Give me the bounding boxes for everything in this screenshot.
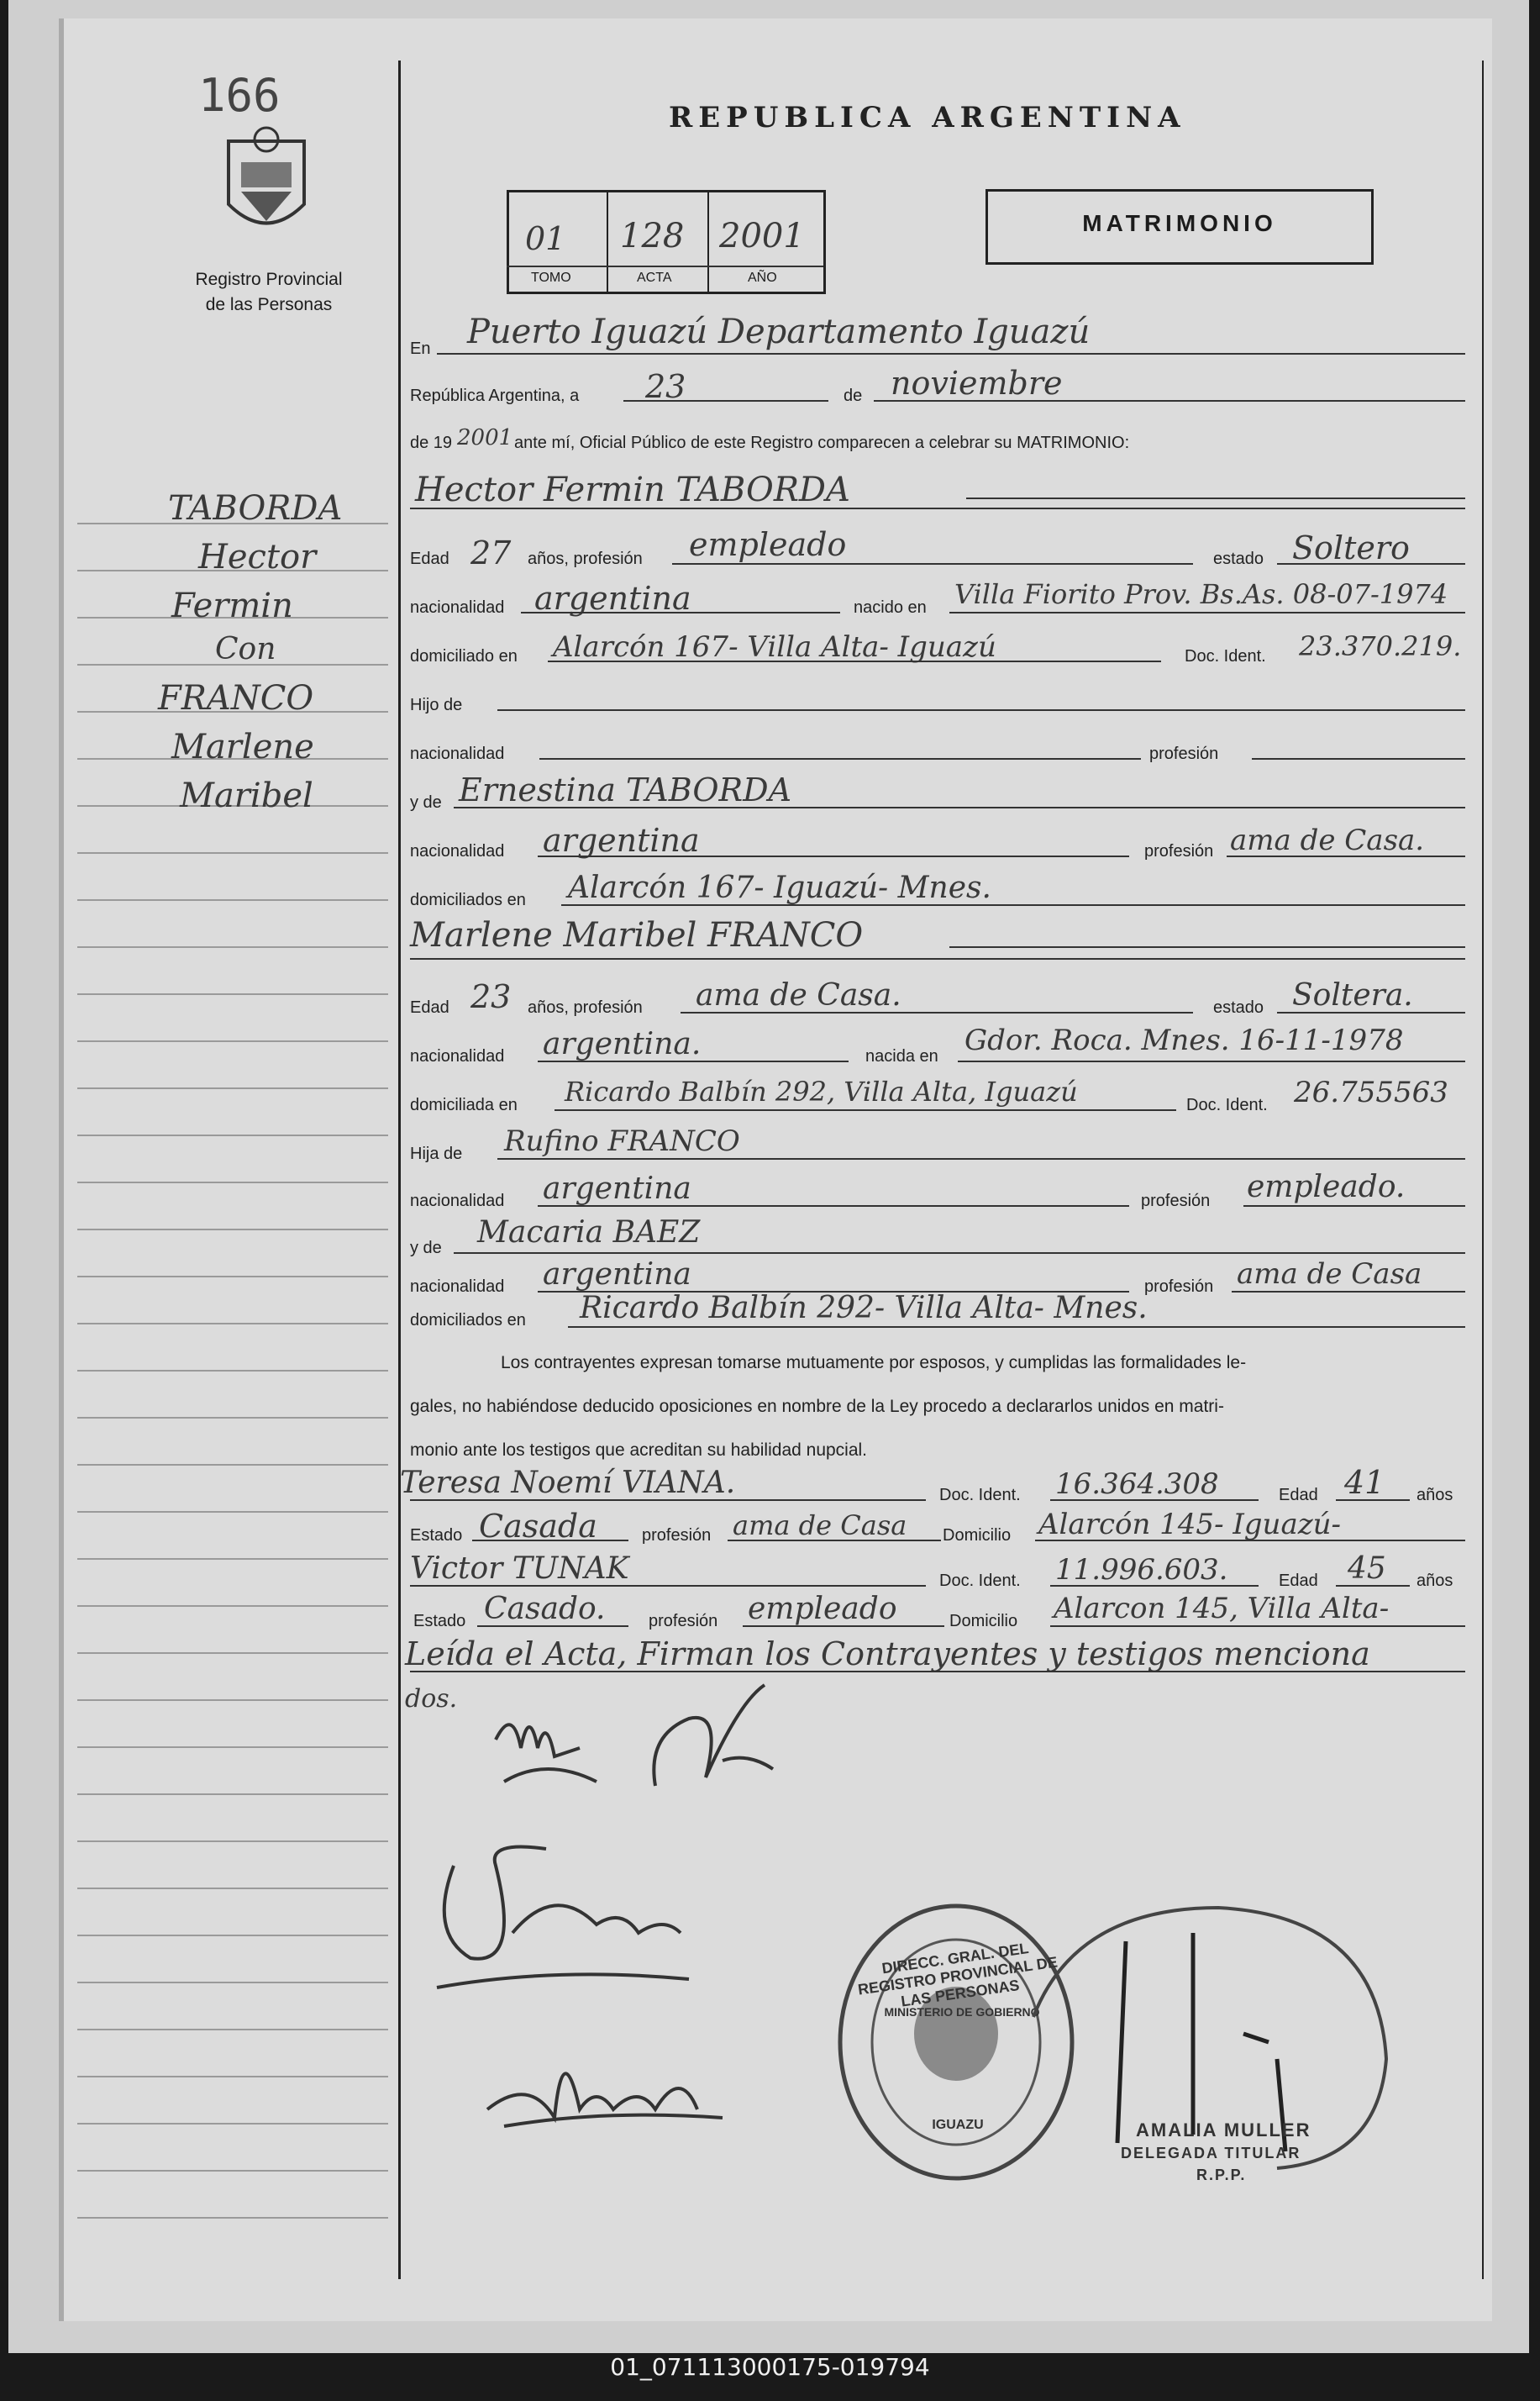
bride-mother-nationality: argentina (543, 1257, 691, 1292)
groom-nacido-label: nacido en (854, 598, 927, 617)
margin-rule-line (77, 2170, 388, 2172)
bride-doc: 26.755563 (1294, 1076, 1448, 1109)
margin-line-4: Con (215, 632, 276, 666)
groom-name: Hector Fermin TABORDA (415, 471, 850, 509)
witness1-address: Alarcón 145- Iguazú- (1038, 1508, 1342, 1541)
margin-divider (398, 61, 401, 2279)
page-number: 166 (198, 69, 281, 122)
margin-rule-line (77, 1699, 388, 1701)
declaration-line-2: gales, no habiéndose deducido oposiciones en nombre de la Ley procedo a declararlos unidos en matri- (410, 1397, 1224, 1416)
bride-mother: Macaria BAEZ (477, 1215, 701, 1250)
witness1-profession: ama de Casa (733, 1509, 907, 1541)
de-label: de (844, 387, 863, 405)
witness2-doc: 11.996.603. (1055, 1553, 1228, 1587)
margin-rule-line (77, 1652, 388, 1654)
margin-rule-line (77, 1087, 388, 1089)
bride-mother-nat-label: nacionalidad (410, 1277, 505, 1296)
groom-anos-profesion-label: años, profesión (528, 550, 643, 568)
republica-label: República Argentina, a (410, 387, 580, 405)
bride-father-nat-label: nacionalidad (410, 1192, 505, 1210)
witness1-anos-label: años (1416, 1486, 1453, 1504)
bride-father-nationality: argentina (543, 1172, 691, 1206)
witness2-profesion-label: profesión (649, 1612, 718, 1630)
witness2-domicilio-label: Domicilio (949, 1612, 1018, 1630)
groom-parents-address: Alarcón 167- Iguazú- Mnes. (568, 871, 991, 905)
closing-line-1: Leída el Acta, Firman los Contrayentes y testigos menciona (405, 1635, 1370, 1672)
groom-edad-label: Edad (410, 550, 449, 568)
margin-rule-line (77, 1040, 388, 1042)
margin-rule-line (77, 1982, 388, 1983)
margin-rule-line (77, 1323, 388, 1324)
bride-doc-label: Doc. Ident. (1186, 1096, 1268, 1114)
margin-rule-line (77, 1511, 388, 1513)
en-label: En (410, 340, 431, 358)
margin-rule-line (77, 2076, 388, 2077)
groom-address: Alarcón 167- Villa Alta- Iguazú (553, 630, 996, 664)
margin-rule-line (77, 1182, 388, 1183)
margin-line-6: Marlene (171, 728, 314, 766)
bride-yde-label: y de (410, 1239, 442, 1257)
place-value: Puerto Iguazú Departamento Iguazú (467, 313, 1091, 351)
acta-value: 128 (620, 217, 685, 255)
bride-parents-address: Ricardo Balbín 292- Villa Alta- Mnes. (580, 1291, 1148, 1325)
bride-estado: Soltera. (1292, 978, 1413, 1013)
margin-rule-line (77, 1840, 388, 1842)
month-value: noviembre (891, 365, 1063, 402)
groom-father-nat-label: nacionalidad (410, 745, 505, 763)
witness1-estado-label: Estado (410, 1526, 463, 1545)
margin-rule-line (77, 1746, 388, 1748)
witness2-edad-label: Edad (1279, 1572, 1318, 1590)
witness2-name: Victor TUNAK (410, 1551, 629, 1586)
bride-mother-profession: ama de Casa (1237, 1257, 1422, 1291)
bride-address: Ricardo Balbín 292, Villa Alta, Iguazú (565, 1076, 1078, 1108)
bride-born: Gdor. Roca. Mnes. 16-11-1978 (964, 1024, 1404, 1057)
intro-text: ante mí, Oficial Público de este Registro comparecen a celebrar su MATRIMONIO: (514, 434, 1130, 452)
margin-rule-line (77, 1935, 388, 1936)
groom-doc-label: Doc. Ident. (1185, 647, 1266, 666)
witness1-doc: 16.364.308 (1055, 1467, 1219, 1501)
bride-father-profession: empleado. (1247, 1170, 1406, 1204)
groom-doc: 23.370.219. (1299, 630, 1462, 662)
margin-rule-line (77, 1605, 388, 1607)
delegate-name: AMALIA MULLER (1136, 2119, 1311, 2140)
witness2-doc-label: Doc. Ident. (939, 1572, 1021, 1590)
margin-line-3: Fermin (171, 587, 293, 625)
witness1-age: 41 (1344, 1464, 1385, 1501)
closing-line-2: dos. (405, 1684, 458, 1714)
margin-rule-line (77, 1276, 388, 1277)
margin-surname-1: TABORDA (168, 489, 343, 528)
year-prefix: de 19 (410, 434, 453, 452)
bride-nacida-label: nacida en (865, 1047, 938, 1066)
witness1-signature (420, 1832, 706, 2000)
margin-rule-line (77, 1888, 388, 1889)
bride-estado-label: estado (1213, 998, 1264, 1017)
witness1-edad-label: Edad (1279, 1486, 1318, 1504)
bride-name: Marlene Maribel FRANCO (410, 916, 864, 955)
margin-rule-line (77, 1793, 388, 1795)
margin-rule-line (77, 993, 388, 995)
witness2-estado: Casado. (484, 1592, 606, 1626)
margin-line-2: Hector (198, 538, 317, 577)
margin-rule-line (77, 2123, 388, 2125)
declaration-line-1: Los contrayentes expresan tomarse mutuamente por esposos, y cumplidas las formalidades le- (501, 1353, 1247, 1372)
bride-nacionalidad-label: nacionalidad (410, 1047, 505, 1066)
groom-age: 27 (470, 534, 512, 571)
bride-anos-profesion-label: años, profesión (528, 998, 643, 1017)
groom-estado-label: estado (1213, 550, 1264, 568)
bride-age: 23 (470, 978, 512, 1015)
witness1-name: Teresa Noemí VIANA. (400, 1466, 736, 1500)
witness2-address: Alarcon 145, Villa Alta- (1054, 1592, 1390, 1625)
groom-born: Villa Fiorito Prov. Bs.As. 08-07-1974 (954, 578, 1448, 610)
groom-yde-label: y de (410, 793, 442, 812)
witness1-estado: Casada (479, 1508, 597, 1545)
bride-nationality: argentina. (543, 1027, 702, 1061)
delegate-title: DELEGADA TITULAR (1121, 2145, 1301, 2161)
ano-label: AÑO (748, 271, 777, 285)
tomo-value: 01 (525, 220, 566, 257)
margin-rule-line (77, 1464, 388, 1466)
groom-nationality: argentina (534, 580, 691, 617)
groom-hijo-label: Hijo de (410, 696, 463, 714)
groom-parents-dom-label: domiciliados en (410, 891, 526, 909)
margin-line-7: Maribel (180, 777, 313, 815)
bride-edad-label: Edad (410, 998, 449, 1017)
bride-profession: ama de Casa. (696, 978, 901, 1013)
groom-mother: Ernestina TABORDA (459, 771, 792, 808)
groom-profession: empleado (689, 526, 847, 563)
year-value: 2001 (457, 425, 513, 450)
margin-rule-line (77, 1135, 388, 1136)
witness2-estado-label: Estado (413, 1612, 466, 1630)
country-title: REPUBLICA ARGENTINA (669, 101, 1186, 134)
groom-nacionalidad-label: nacionalidad (410, 598, 505, 617)
groom-father-prof-label: profesión (1149, 745, 1219, 763)
declaration-line-3: monio ante los testigos que acreditan su habilidad nupcial. (410, 1440, 868, 1460)
act-type: MATRIMONIO (1082, 210, 1277, 236)
registry-name: Registro Provincial de las Personas (195, 270, 343, 314)
witness2-profession: empleado (748, 1592, 897, 1626)
bride-father-prof-label: profesión (1141, 1192, 1211, 1210)
margin-rule-line (77, 1558, 388, 1560)
acta-label: ACTA (637, 271, 672, 285)
delegate-org: R.P.P. (1196, 2167, 1247, 2183)
witness1-doc-label: Doc. Ident. (939, 1486, 1021, 1504)
witness2-age: 45 (1348, 1551, 1386, 1586)
margin-line-5: FRANCO (158, 679, 314, 718)
stamp-inner-text: MINISTERIO DE GOBIERNO (884, 2005, 1040, 2019)
margin-rule-line (77, 899, 388, 901)
bride-signature (639, 1668, 790, 1803)
margin-rule-line (77, 2217, 388, 2219)
footer-filename: 01_071113000175-019794 (610, 2353, 930, 2381)
margin-rule-line (77, 2029, 388, 2030)
groom-mother-prof-label: profesión (1144, 842, 1214, 861)
tomo-label: TOMO (531, 271, 571, 285)
bride-parents-dom-label: domiciliados en (410, 1311, 526, 1330)
groom-mother-nationality: argentina (543, 822, 700, 859)
witness2-signature (470, 2017, 731, 2143)
province-seal-icon (212, 124, 321, 250)
groom-domicilio-label: domiciliado en (410, 647, 518, 666)
bride-mother-prof-label: profesión (1144, 1277, 1214, 1296)
bride-hija-label: Hija de (410, 1145, 463, 1163)
right-border (1482, 61, 1484, 2279)
margin-rule-line (77, 1229, 388, 1230)
groom-mother-nat-label: nacionalidad (410, 842, 505, 861)
stamp-ring-text: DIRECC. GRAL. DEL REGISTRO PROVINCIAL DE LAS PERSONAS (856, 1940, 1059, 2010)
margin-rule-line (77, 946, 388, 948)
day-value: 23 (645, 368, 686, 405)
groom-mother-profession: ama de Casa. (1230, 824, 1425, 857)
bride-domicilio-label: domiciliada en (410, 1096, 518, 1114)
margin-rule-line (77, 1370, 388, 1372)
groom-estado: Soltero (1292, 529, 1410, 566)
stamp-office: IGUAZU (932, 2118, 984, 2132)
margin-rule-line (77, 1417, 388, 1419)
ano-value: 2001 (719, 217, 805, 255)
witness1-profesion-label: profesión (642, 1526, 712, 1545)
bride-father: Rufino FRANCO (504, 1124, 740, 1158)
witness1-domicilio-label: Domicilio (943, 1526, 1012, 1545)
groom-signature (487, 1689, 613, 1798)
margin-rule-line (77, 852, 388, 854)
witness2-anos-label: años (1416, 1572, 1453, 1590)
